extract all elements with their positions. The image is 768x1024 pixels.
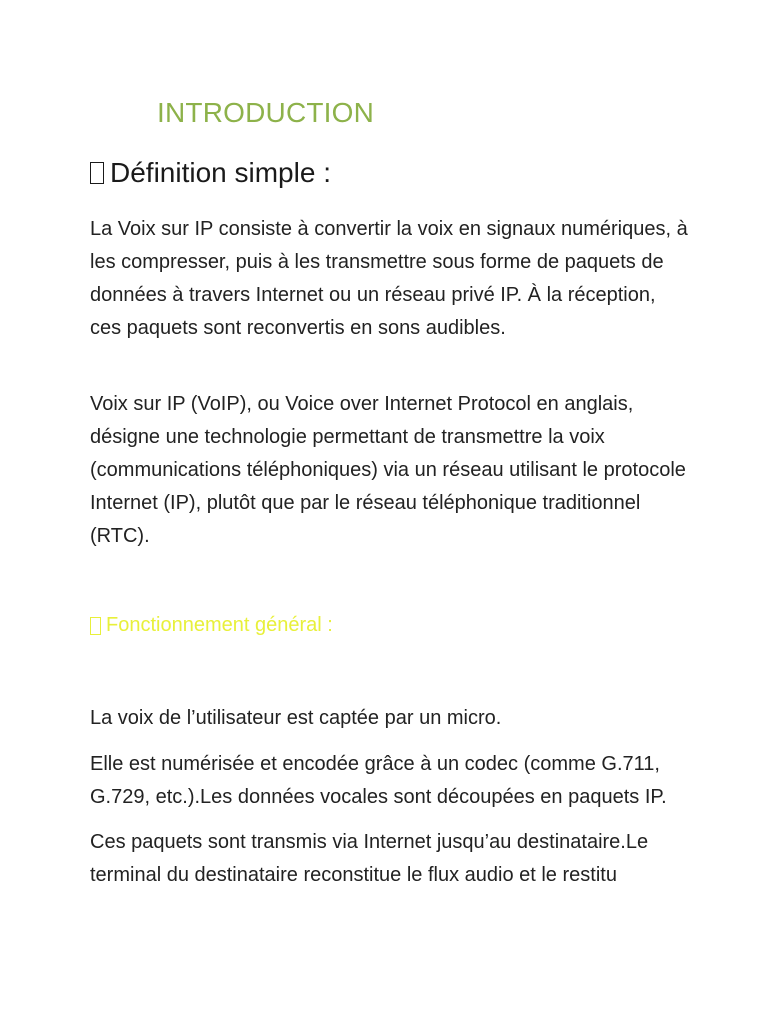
section-heading-fonctionnement [90,614,333,637]
paragraph-fonctionnement-1: La voix de l’utilisateur est captée par un micro. [90,707,502,729]
paragraph-fonctionnement-2: Elle est numérisée et encodée grâce à un codec (comme G.711, G.729, etc.).Les données vocales sont découpées en paquets IP. [90,753,667,808]
section-heading-fonctionnement-text: Fonctionnement général : [106,614,333,636]
missing-glyph-box-icon [90,617,101,635]
paragraph-fonctionnement-3-text: Ces paquets sont transmis via Internet jusqu’au destinataire.Le terminal du destinataire reconstitue le flux audio et le restitu [90,831,649,886]
section-heading-definition [90,157,331,189]
missing-glyph-box-icon [90,162,104,184]
paragraph-definition-2: Voix sur IP (VoIP), ou Voice over Internet Protocol en anglais, désigne une technologie permettant de transmettre la voix (communications téléphoniques) via un réseau utilisant le protocole Internet (IP), plutôt que par le réseau téléphonique traditionnel (RTC). [90,393,686,547]
section-heading-definition-text: Définition simple : [110,157,331,188]
page-title: INTRODUCTION [157,97,375,128]
paragraph-fonctionnement-3 [90,826,690,892]
paragraph-definition-1: La Voix sur IP consiste à convertir la voix en signaux numériques, à les compresser, puis à les transmettre sous forme de paquets de données à travers Internet ou un réseau privé IP. À la réception, ces paquets sont reconvertis en sons audibles. [90,218,688,339]
